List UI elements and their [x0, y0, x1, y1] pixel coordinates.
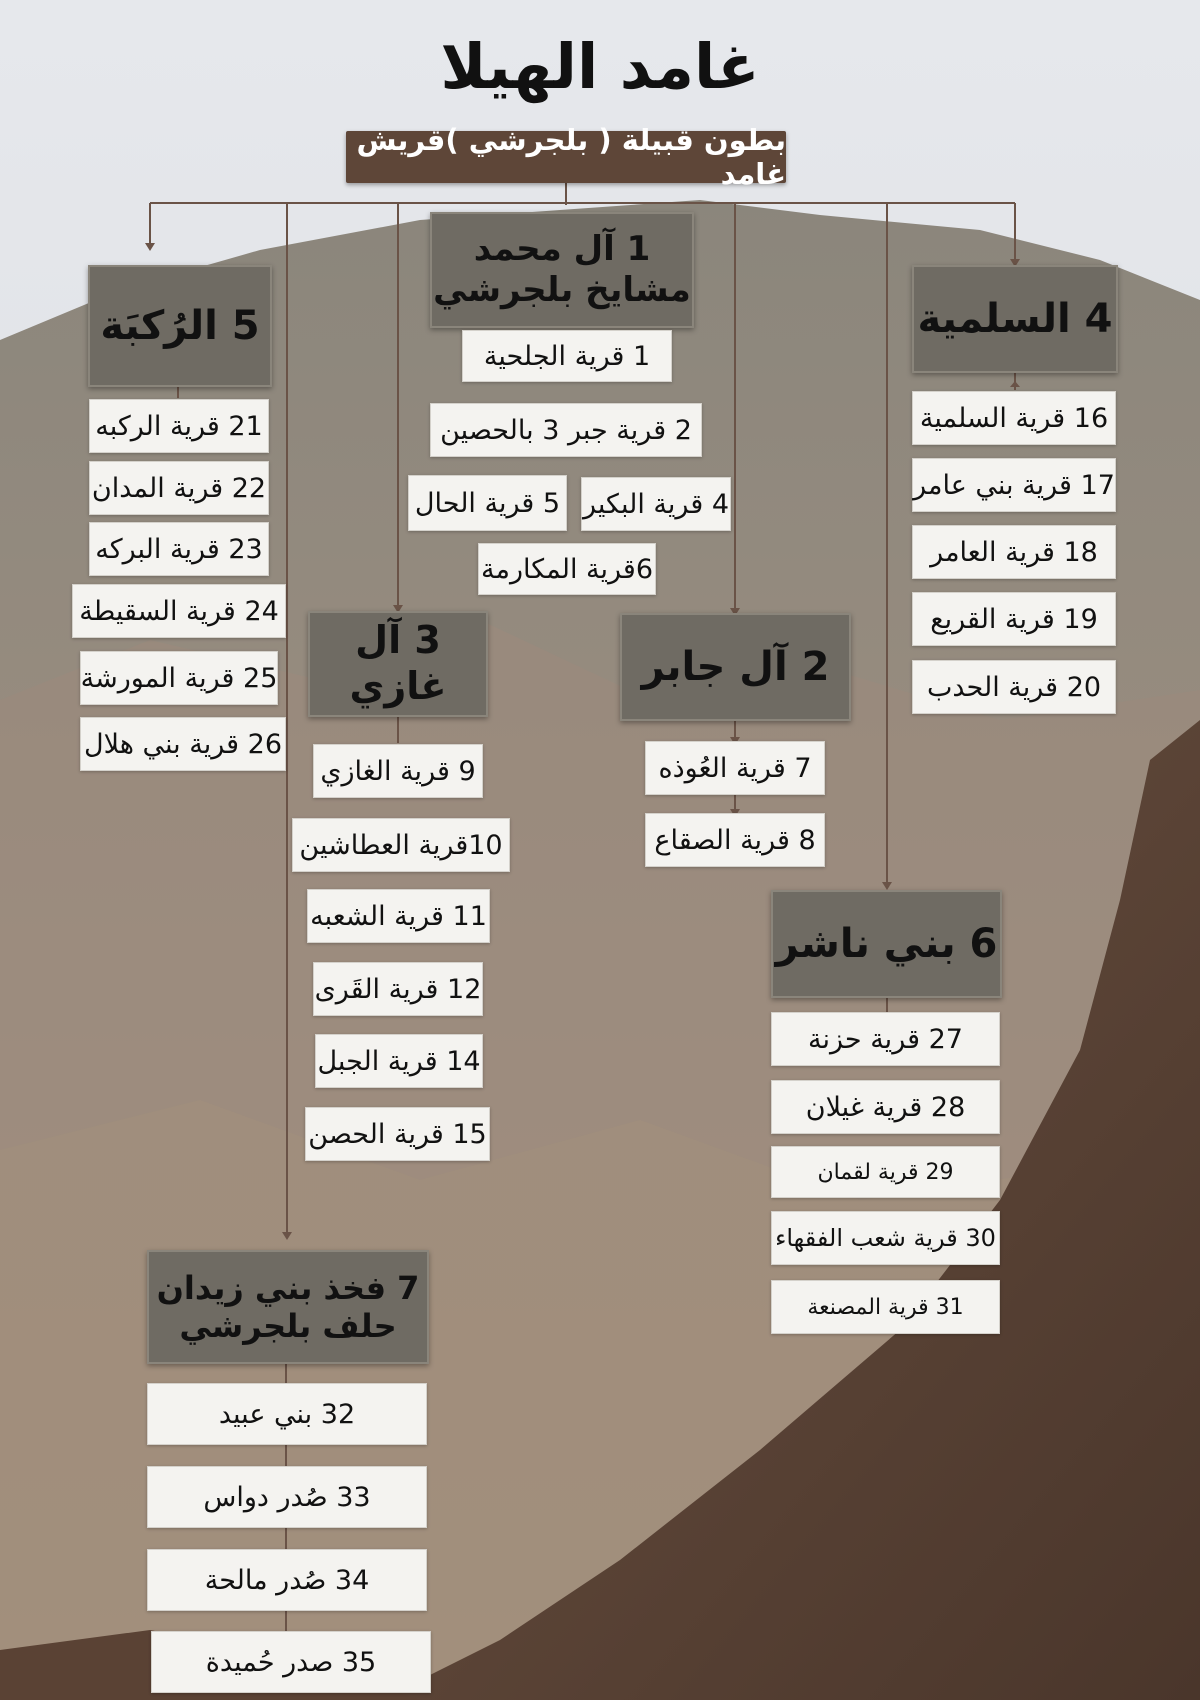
village-10: 10قرية العطاشين [292, 818, 510, 872]
branch-5-line-1: 5 الرُكبَة [100, 303, 260, 349]
branch-4-header [912, 265, 1118, 373]
village-19: 19 قرية القريع [912, 592, 1116, 646]
village-26: 26 قرية بني هلال [80, 717, 286, 771]
village-18: 18 قرية العامر [912, 525, 1116, 579]
village-17: 17 قرية بني عامر [912, 458, 1116, 512]
village-11: 11 قرية الشعبه [307, 889, 490, 943]
branch-7-line-2: حلف بلجرشي [179, 1307, 397, 1345]
village-27: 27 قرية حزنة [771, 1012, 1000, 1066]
village-14: 14 قرية الجبل [315, 1034, 483, 1088]
branch-2-line-1: 2 آل جابر [641, 644, 830, 690]
village-22: 22 قرية المدان [89, 461, 269, 515]
village-7: 7 قرية العُوذه [645, 741, 825, 795]
village-35: 35 صدر حُميدة [151, 1631, 431, 1693]
village-32: 32 بني عبيد [147, 1383, 427, 1445]
branch-7-header [147, 1250, 429, 1364]
branch-1-line-1: 1 آل محمد [473, 229, 651, 270]
village-8: 8 قرية الصقاع [645, 813, 825, 867]
village-30: 30 قرية شعب الفقهاء [771, 1211, 1000, 1265]
village-15: 15 قرية الحصن [305, 1107, 490, 1161]
branch-1-line-2: مشايخ بلجرشي [433, 270, 691, 310]
village-21: 21 قرية الركبه [89, 399, 269, 453]
village-1: 1 قرية الجلحية [462, 330, 672, 382]
village-5: 5 قرية الحال [408, 475, 567, 531]
village-28: 28 قرية غيلان [771, 1080, 1000, 1134]
page-title: غامد الهيلا [440, 30, 760, 103]
village-20: 20 قرية الحدب [912, 660, 1116, 714]
village-4: 4 قرية البكير [581, 477, 731, 531]
village-33: 33 صُدر دواس [147, 1466, 427, 1528]
village-24: 24 قرية السقيطة [72, 584, 286, 638]
branch-5-header [88, 265, 272, 387]
village-25: 25 قرية المورشة [80, 651, 278, 705]
branch-4-line-1: 4 السلمية [917, 296, 1113, 342]
village-23: 23 قرية البركه [89, 522, 269, 576]
village-12: 12 قرية القَرى [313, 962, 483, 1016]
branch-3-line-1: 3 آل غازي [349, 618, 447, 708]
village-16: 16 قرية السلمية [912, 391, 1116, 445]
branch-6-line-1: 6 بني ناشر [775, 921, 998, 967]
branch-2-header [620, 613, 851, 721]
village-31: 31 قرية المصنعة [771, 1280, 1000, 1334]
root-tribe-box: بطون قبيلة ( بلجرشي )قريش غامد [346, 131, 786, 183]
village-34: 34 صُدر مالحة [147, 1549, 427, 1611]
branch-1-header [430, 212, 694, 328]
branch-7-line-1: 7 فخذ بني زيدان [156, 1268, 420, 1307]
village-9: 9 قرية الغازي [313, 744, 483, 798]
branch-3-header [308, 611, 488, 717]
village-2: 2 قرية جبر 3 بالحصين [430, 403, 702, 457]
village-29: 29 قرية لقمان [771, 1146, 1000, 1198]
village-6: 6قرية المكارمة [478, 543, 656, 595]
branch-6-header [771, 890, 1002, 998]
